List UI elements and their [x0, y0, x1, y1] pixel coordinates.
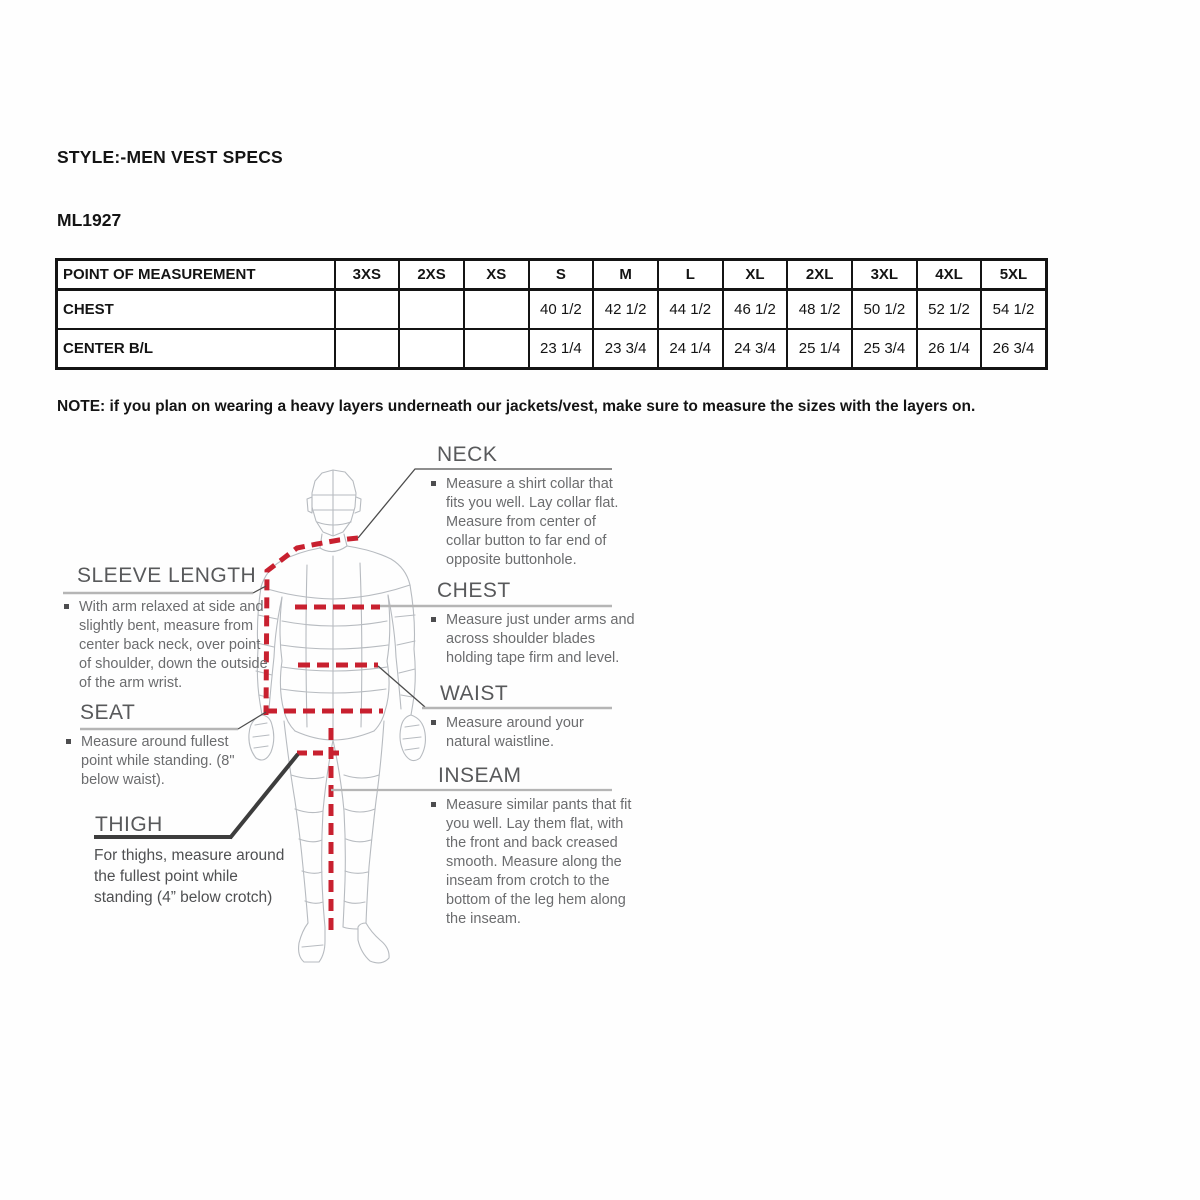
table-row — [57, 329, 1047, 369]
waist-section-text — [430, 714, 611, 752]
size-value-cell: 23 1/4 — [529, 329, 594, 369]
size-value-cell: 23 3/4 — [593, 329, 658, 369]
thigh-section-text — [94, 845, 294, 908]
table-header-row — [57, 260, 1047, 290]
thigh-section-title: THIGH — [95, 813, 163, 836]
measurement-diagram — [55, 435, 670, 980]
size-value-cell: 42 1/2 — [593, 290, 658, 330]
size-value-cell — [335, 290, 400, 330]
column-header: 2XS — [399, 260, 464, 290]
size-value-cell: 44 1/2 — [658, 290, 723, 330]
size-value-cell: 26 1/4 — [917, 329, 982, 369]
size-value-cell: 52 1/2 — [917, 290, 982, 330]
chest-section-body: Measure just under arms and across shoulder blades holding tape firm and level. — [446, 612, 635, 666]
column-header: 2XL — [787, 260, 852, 290]
size-value-cell: 40 1/2 — [529, 290, 594, 330]
sleeve-length-section-text — [63, 598, 275, 693]
column-header: 3XL — [852, 260, 917, 290]
seat-leader-line — [238, 712, 266, 729]
size-value-cell — [399, 329, 464, 369]
bullet-icon — [431, 481, 436, 486]
inseam-section-text — [430, 796, 636, 929]
waist-section-body: Measure around your natural waistline. — [446, 715, 584, 750]
column-header: L — [658, 260, 723, 290]
bullet-icon — [64, 604, 69, 609]
bullet-icon — [431, 802, 436, 807]
size-value-cell — [464, 290, 529, 330]
seat-section-text — [65, 733, 251, 790]
size-value-cell: 54 1/2 — [981, 290, 1046, 330]
size-value-cell: 25 3/4 — [852, 329, 917, 369]
size-value-cell: 46 1/2 — [723, 290, 788, 330]
thigh-section-body: For thighs, measure around the fullest point while standing (4” below crotch) — [94, 847, 285, 906]
note-text: NOTE: if you plan on wearing a heavy layers underneath our jackets/vest, make sure to measure the sizes with the layers on. — [57, 398, 976, 415]
inseam-section-body: Measure similar pants that fit you well. Lay them flat, with the front and back creased smooth. Measure along the inseam from crotch to the bottom of the leg hem along the inseam. — [446, 797, 632, 927]
size-spec-table — [55, 258, 1048, 370]
bullet-icon — [431, 617, 436, 622]
neck-section-text — [430, 475, 632, 570]
column-header: POINT OF MEASUREMENT — [57, 260, 335, 290]
sleeve-length-section-title: SLEEVE LENGTH — [77, 564, 257, 587]
column-header: 5XL — [981, 260, 1046, 290]
size-value-cell — [335, 329, 400, 369]
size-value-cell — [464, 329, 529, 369]
size-value-cell: 24 3/4 — [723, 329, 788, 369]
size-value-cell: 24 1/4 — [658, 329, 723, 369]
inseam-section-title: INSEAM — [438, 764, 522, 787]
size-value-cell — [399, 290, 464, 330]
row-label: CHEST — [57, 290, 335, 330]
bullet-icon — [66, 739, 71, 744]
table-row — [57, 290, 1047, 330]
neck-section-body: Measure a shirt collar that fits you well. Lay collar flat. Measure from center of collar button to far end of opposite buttonhole. — [446, 476, 619, 568]
column-header: XS — [464, 260, 529, 290]
chest-section-text — [430, 611, 642, 668]
column-header: 4XL — [917, 260, 982, 290]
column-header: M — [593, 260, 658, 290]
size-value-cell: 25 1/4 — [787, 329, 852, 369]
seat-section-title: SEAT — [80, 701, 136, 724]
size-value-cell: 50 1/2 — [852, 290, 917, 330]
size-value-cell: 48 1/2 — [787, 290, 852, 330]
page-title: STYLE:-MEN VEST SPECS — [57, 147, 283, 167]
column-header: XL — [723, 260, 788, 290]
bullet-icon — [431, 720, 436, 725]
size-value-cell: 26 3/4 — [981, 329, 1046, 369]
row-label: CENTER B/L — [57, 329, 335, 369]
chest-section-title: CHEST — [437, 579, 511, 602]
column-header: 3XS — [335, 260, 400, 290]
seat-section-body: Measure around fullest point while standing. (8" below waist). — [81, 734, 235, 788]
column-header: S — [529, 260, 594, 290]
waist-section-title: WAIST — [440, 682, 509, 705]
neck-section-title: NECK — [437, 443, 498, 466]
sleeve-length-section-body: With arm relaxed at side and slightly bent, measure from center back neck, over point of shoulder, down the outside of the arm wrist. — [79, 599, 268, 691]
style-number: ML1927 — [57, 210, 122, 230]
